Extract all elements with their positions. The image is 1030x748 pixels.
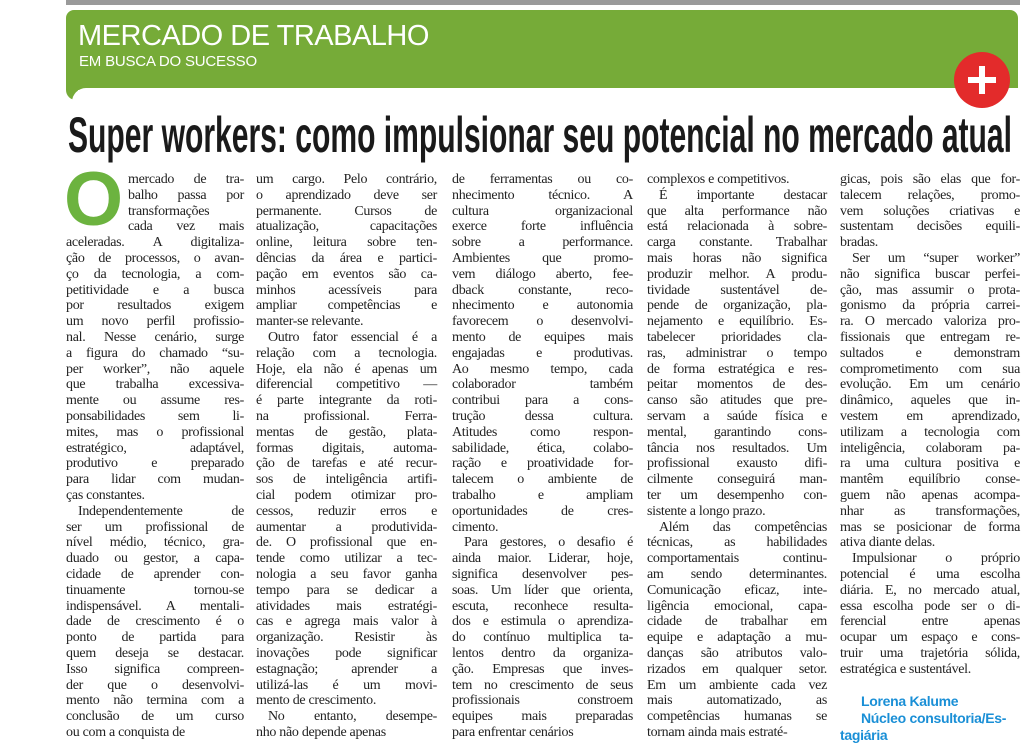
article-column-1: [66, 172, 244, 741]
text-line: tende como utilizar a tec-: [256, 551, 437, 567]
article-column-2: [256, 172, 437, 741]
text-line: mento não termina com a: [66, 693, 244, 709]
text-line: ço da tecnologia, a com-: [66, 266, 244, 282]
text-line: oportunidades de cres-: [452, 503, 633, 519]
text-line: não significa buscar perfei-: [840, 266, 1020, 282]
text-line: Isso significa compreen-: [66, 661, 244, 677]
text-line: nologia a seu favor ganha: [256, 566, 437, 582]
text-line: diferencial competitivo —: [256, 377, 437, 393]
text-line: significa desenvolver pes-: [452, 566, 633, 582]
text-line: comprometimento com sua: [840, 361, 1020, 377]
text-line: gonismo da própria carrei-: [840, 298, 1020, 314]
text-line: nhecimento técnico. A: [452, 187, 633, 203]
top-rule: [66, 0, 1020, 5]
text-line: pação em eventos são ca-: [256, 266, 437, 282]
text-line: Ambientes que promo-: [452, 250, 633, 266]
author-org: Núcleo consultoria/Es-: [861, 710, 1007, 726]
text-line: nho não depende apenas: [256, 724, 386, 740]
text-line: potencial é uma escolha: [840, 566, 1020, 582]
text-line: que trabalha excessiva-: [66, 377, 244, 393]
text-line: sultados e demonstram: [840, 345, 1020, 361]
text-line: tabelecer prioridades cla-: [647, 329, 827, 345]
text-line: mais automatizado, as: [647, 693, 827, 709]
text-line: relação com a tecnologia.: [256, 345, 437, 361]
section-subtitle: EM BUSCA DO SUCESSO: [79, 53, 257, 70]
text-line: ção, mas assumir o prota-: [840, 282, 1020, 298]
text-line: produzir melhor. A produ-: [647, 266, 827, 282]
text-line: tinuamente tornou-se: [66, 582, 244, 598]
text-line: aumentar a produtivida-: [256, 519, 437, 535]
text-line: ocupar um espaço e cons-: [840, 630, 1020, 646]
text-line: soas. Um líder que orienta,: [452, 582, 633, 598]
drop-cap: O: [64, 157, 124, 242]
text-line: essa escolha pode ser o di-: [840, 598, 1020, 614]
text-line: um novo perfil profissio-: [66, 314, 244, 330]
text-line: ou com a conquista de: [66, 724, 185, 740]
text-line: dinâmico, aqueles que in-: [840, 393, 1020, 409]
text-line: duado ou gestor, a capa-: [66, 551, 244, 567]
text-line: ção de processos, o avan-: [66, 250, 244, 266]
text-line: para enfrentar cenários: [452, 724, 574, 740]
article-column-5: [840, 172, 1020, 678]
text-line: nível médio, técnico, gra-: [66, 535, 244, 551]
text-line: está relacionada à sobre-: [647, 219, 827, 235]
text-line: diária. E, no mercado atual,: [840, 582, 1020, 598]
text-line: manter-se relevante.: [256, 314, 364, 330]
text-line: sobre a performance.: [452, 235, 633, 251]
text-line: a figura do chamado “su-: [66, 345, 244, 361]
headline-wrapper: [68, 104, 1012, 164]
text-line: competências humanas se: [647, 709, 827, 725]
text-line: online, leitura sobre ten-: [256, 235, 437, 251]
text-line: cilmente conseguirá man-: [647, 472, 827, 488]
text-line: utilizam a tecnologia com: [840, 424, 1020, 440]
text-line: por resultados exigem: [66, 298, 244, 314]
text-line: ampliar competências e: [256, 298, 437, 314]
text-line: am sendo determinantes.: [647, 566, 827, 582]
text-line: um cargo. Pelo contrário,: [256, 172, 437, 187]
text-line: tempo para se dedicar a: [256, 582, 437, 598]
text-line: cimento.: [452, 519, 499, 535]
text-line: equipes mais preparadas: [452, 709, 633, 725]
text-line: dade de crescimento é o: [66, 614, 244, 630]
text-line: trabalho e ampliam: [452, 487, 633, 503]
text-line: sabilidade, ética, colabo-: [452, 440, 633, 456]
text-line: estagnação; aprender a: [256, 661, 437, 677]
text-line: mas se posicionar de forma: [840, 519, 1020, 535]
text-line: trução dessa cultura.: [452, 408, 633, 424]
text-line: sos de inteligência artifi-: [256, 472, 437, 488]
text-line: mais horas não significa: [647, 250, 827, 266]
text-line: dback constante, reco-: [452, 282, 633, 298]
text-line: cessos, reduzir erros e: [256, 503, 437, 519]
text-line: Em um ambiente cada vez: [647, 677, 827, 693]
text-line: carga constante. Trabalhar: [647, 235, 827, 251]
text-line: bradas.: [840, 235, 878, 251]
text-line: ção de tarefas e até recur-: [256, 456, 437, 472]
text-line: dências da área e partici-: [256, 250, 437, 266]
text-line: na profissional. Ferra-: [256, 408, 437, 424]
text-line: atualização, capacitações: [256, 219, 437, 235]
text-line: evolução. Em um cenário: [840, 377, 1020, 393]
text-line: profissionais constroem: [452, 693, 633, 709]
author-org-cont: tagiária: [840, 727, 888, 743]
text-line: que alta performance não: [647, 203, 827, 219]
text-line: tem no crescimento de seus: [452, 677, 633, 693]
text-line: É importante destacar: [659, 187, 827, 203]
text-line: Para gestores, o desafio é: [464, 535, 633, 551]
text-line: canso são atitudes que pre-: [647, 393, 827, 409]
text-line: equipe e adaptação a mu-: [647, 630, 827, 646]
plus-icon: [954, 52, 1010, 108]
text-line: lentos dentro da organiza-: [452, 645, 633, 661]
text-line: técnicas, as habilidades: [647, 535, 827, 551]
text-line: cas e agrega mais valor à: [256, 614, 437, 630]
text-line: gicas, pois são elas que for-: [840, 172, 1020, 187]
text-line: utilizá-las é um movi-: [256, 677, 437, 693]
text-line: danças são atributos valo-: [647, 645, 827, 661]
text-line: rizados em qualquer setor.: [647, 661, 827, 677]
text-line: ras, administrar o tempo: [647, 345, 827, 361]
text-line: fissionais que entregam re-: [840, 329, 1020, 345]
text-line: ra. O mercado valoriza pro-: [840, 314, 1020, 330]
text-line: nhecimento e autonomia: [452, 298, 633, 314]
text-line: colaborador também: [452, 377, 633, 393]
text-line: de forma estratégica e res-: [647, 361, 827, 377]
text-line: ainda maior. Liderar, hoje,: [452, 551, 633, 567]
text-line: pende de organização, pla-: [647, 298, 827, 314]
article-column-3: [452, 172, 633, 741]
text-line: mento de crescimento.: [256, 693, 377, 709]
text-line: cada vez mais: [128, 219, 244, 235]
text-line: Atitudes como respon-: [452, 424, 633, 440]
text-line: do contínuo multiplica ta-: [452, 630, 633, 646]
text-line: ração e proatividade for-: [452, 456, 633, 472]
banner-curve: [72, 88, 1018, 102]
text-line: tância nos resultados. Um: [647, 440, 827, 456]
text-line: atividades mais estratégi-: [256, 598, 437, 614]
text-line: inteligência, colaboram pa-: [840, 440, 1020, 456]
text-line: mantêm equilíbrio conse-: [840, 472, 1020, 488]
text-line: talecem relações, promo-: [840, 187, 1020, 203]
text-line: tividade sustentável de-: [647, 282, 827, 298]
text-line: servam a saúde física e: [647, 408, 827, 424]
text-line: ças constantes.: [66, 487, 145, 503]
text-line: Independentemente de: [78, 503, 244, 519]
text-line: nejamento e equilíbrio. Es-: [647, 314, 827, 330]
text-line: formas digitais, automa-: [256, 440, 437, 456]
text-line: per worker”, não aquele: [66, 361, 244, 377]
text-line: minhos acessíveis para: [256, 282, 437, 298]
text-line: No entanto, desempe-: [268, 709, 437, 725]
text-line: cidade de aprender con-: [66, 566, 244, 582]
text-line: mentas de gestão, plata-: [256, 424, 437, 440]
text-line: aceleradas. A digitaliza-: [66, 235, 244, 251]
text-line: cultura organizacional: [452, 203, 633, 219]
text-line: vem diálogo aberto, fee-: [452, 266, 633, 282]
text-line: der que o desenvolvi-: [66, 677, 244, 693]
text-line: ção. Empresas que inves-: [452, 661, 633, 677]
text-line: de ferramentas ou co-: [452, 172, 633, 187]
text-line: Hoje, ela não é apenas um: [256, 361, 437, 377]
text-line: Ao mesmo tempo, cada: [452, 361, 633, 377]
text-line: vem soluções criativas e: [840, 203, 1020, 219]
text-line: balho passa por: [128, 187, 244, 203]
text-line: ponsabilidades sem li-: [66, 408, 244, 424]
headline: Super workers: como impulsionar seu potencial no mercado atual: [68, 107, 1012, 163]
text-line: o aprendizado deve ser: [256, 187, 437, 203]
text-line: inovações pode significar: [256, 645, 437, 661]
text-line: cial podem otimizar pro-: [256, 487, 437, 503]
text-line: tornam ainda mais estraté-: [647, 724, 788, 740]
text-line: conclusão de um curso: [66, 709, 244, 725]
text-line: Comunicação eficaz, inte-: [647, 582, 827, 598]
text-line: mental, garantindo cons-: [647, 424, 827, 440]
text-line: nhar as transformações,: [840, 503, 1020, 519]
text-line: para lidar com mudan-: [66, 472, 244, 488]
text-line: guem não apenas acompa-: [840, 487, 1020, 503]
text-line: comportamentais continu-: [647, 551, 827, 567]
text-line: estratégico, adaptável,: [66, 440, 244, 456]
text-line: Outro fator essencial é a: [268, 329, 437, 345]
text-line: transformações: [128, 203, 210, 219]
text-line: de. O profissional que en-: [256, 535, 437, 551]
text-line: Além das competências: [659, 519, 827, 535]
text-line: dos e estimula o aprendiza-: [452, 614, 633, 630]
text-line: ser um profissional de: [66, 519, 244, 535]
text-line: quem deseja se destacar.: [66, 645, 244, 661]
text-line: Ser um “super worker”: [852, 250, 1020, 266]
text-line: mercado de tra-: [128, 172, 244, 187]
text-line: sistente a longo prazo.: [647, 503, 766, 519]
text-line: ter um desempenho con-: [647, 487, 827, 503]
text-line: Impulsionar o próprio: [852, 551, 1020, 567]
text-line: mente ou assume res-: [66, 393, 244, 409]
text-line: talecem o ambiente de: [452, 472, 633, 488]
text-line: vestem em aprendizado,: [840, 408, 1020, 424]
text-line: ra uma cultura positiva e: [840, 456, 1020, 472]
text-line: ponto de partida para: [66, 630, 244, 646]
text-line: escuta, reconhece resulta-: [452, 598, 633, 614]
text-line: ferencial entre apenas: [840, 614, 1020, 630]
text-line: nal. Nesse cenário, surge: [66, 329, 244, 345]
text-line: sustentam decisões equili-: [840, 219, 1020, 235]
text-line: organização. Resistir às: [256, 630, 437, 646]
text-line: ligência emocional, capa-: [647, 598, 827, 614]
text-line: favorecem o desenvolvi-: [452, 314, 633, 330]
text-line: complexos e competitivos.: [647, 172, 790, 187]
text-line: mento de equipes mais: [452, 329, 633, 345]
text-line: cidade de trabalhar em: [647, 614, 827, 630]
text-line: exerce forte influência: [452, 219, 633, 235]
text-line: é parte integrante da roti-: [256, 393, 437, 409]
text-line: permanente. Cursos de: [256, 203, 437, 219]
section-title: MERCADO DE TRABALHO: [78, 20, 429, 52]
article-column-4: [647, 172, 827, 741]
text-line: estratégica e sustentável.: [840, 661, 971, 677]
text-line: peitar momentos de des-: [647, 377, 827, 393]
text-line: indispensável. A mentali-: [66, 598, 244, 614]
text-line: ativa diante delas.: [840, 535, 935, 551]
text-line: produtivo e preparado: [66, 456, 244, 472]
text-line: profissional exausto difi-: [647, 456, 827, 472]
text-line: petitividade e a busca: [66, 282, 244, 298]
text-line: engajadas e produtivas.: [452, 345, 633, 361]
author-name: Lorena Kalume: [861, 693, 959, 709]
text-line: contribui para a cons-: [452, 393, 633, 409]
text-line: mites, mas o profissional: [66, 424, 244, 440]
text-line: truir uma trajetória sólida,: [840, 645, 1020, 661]
